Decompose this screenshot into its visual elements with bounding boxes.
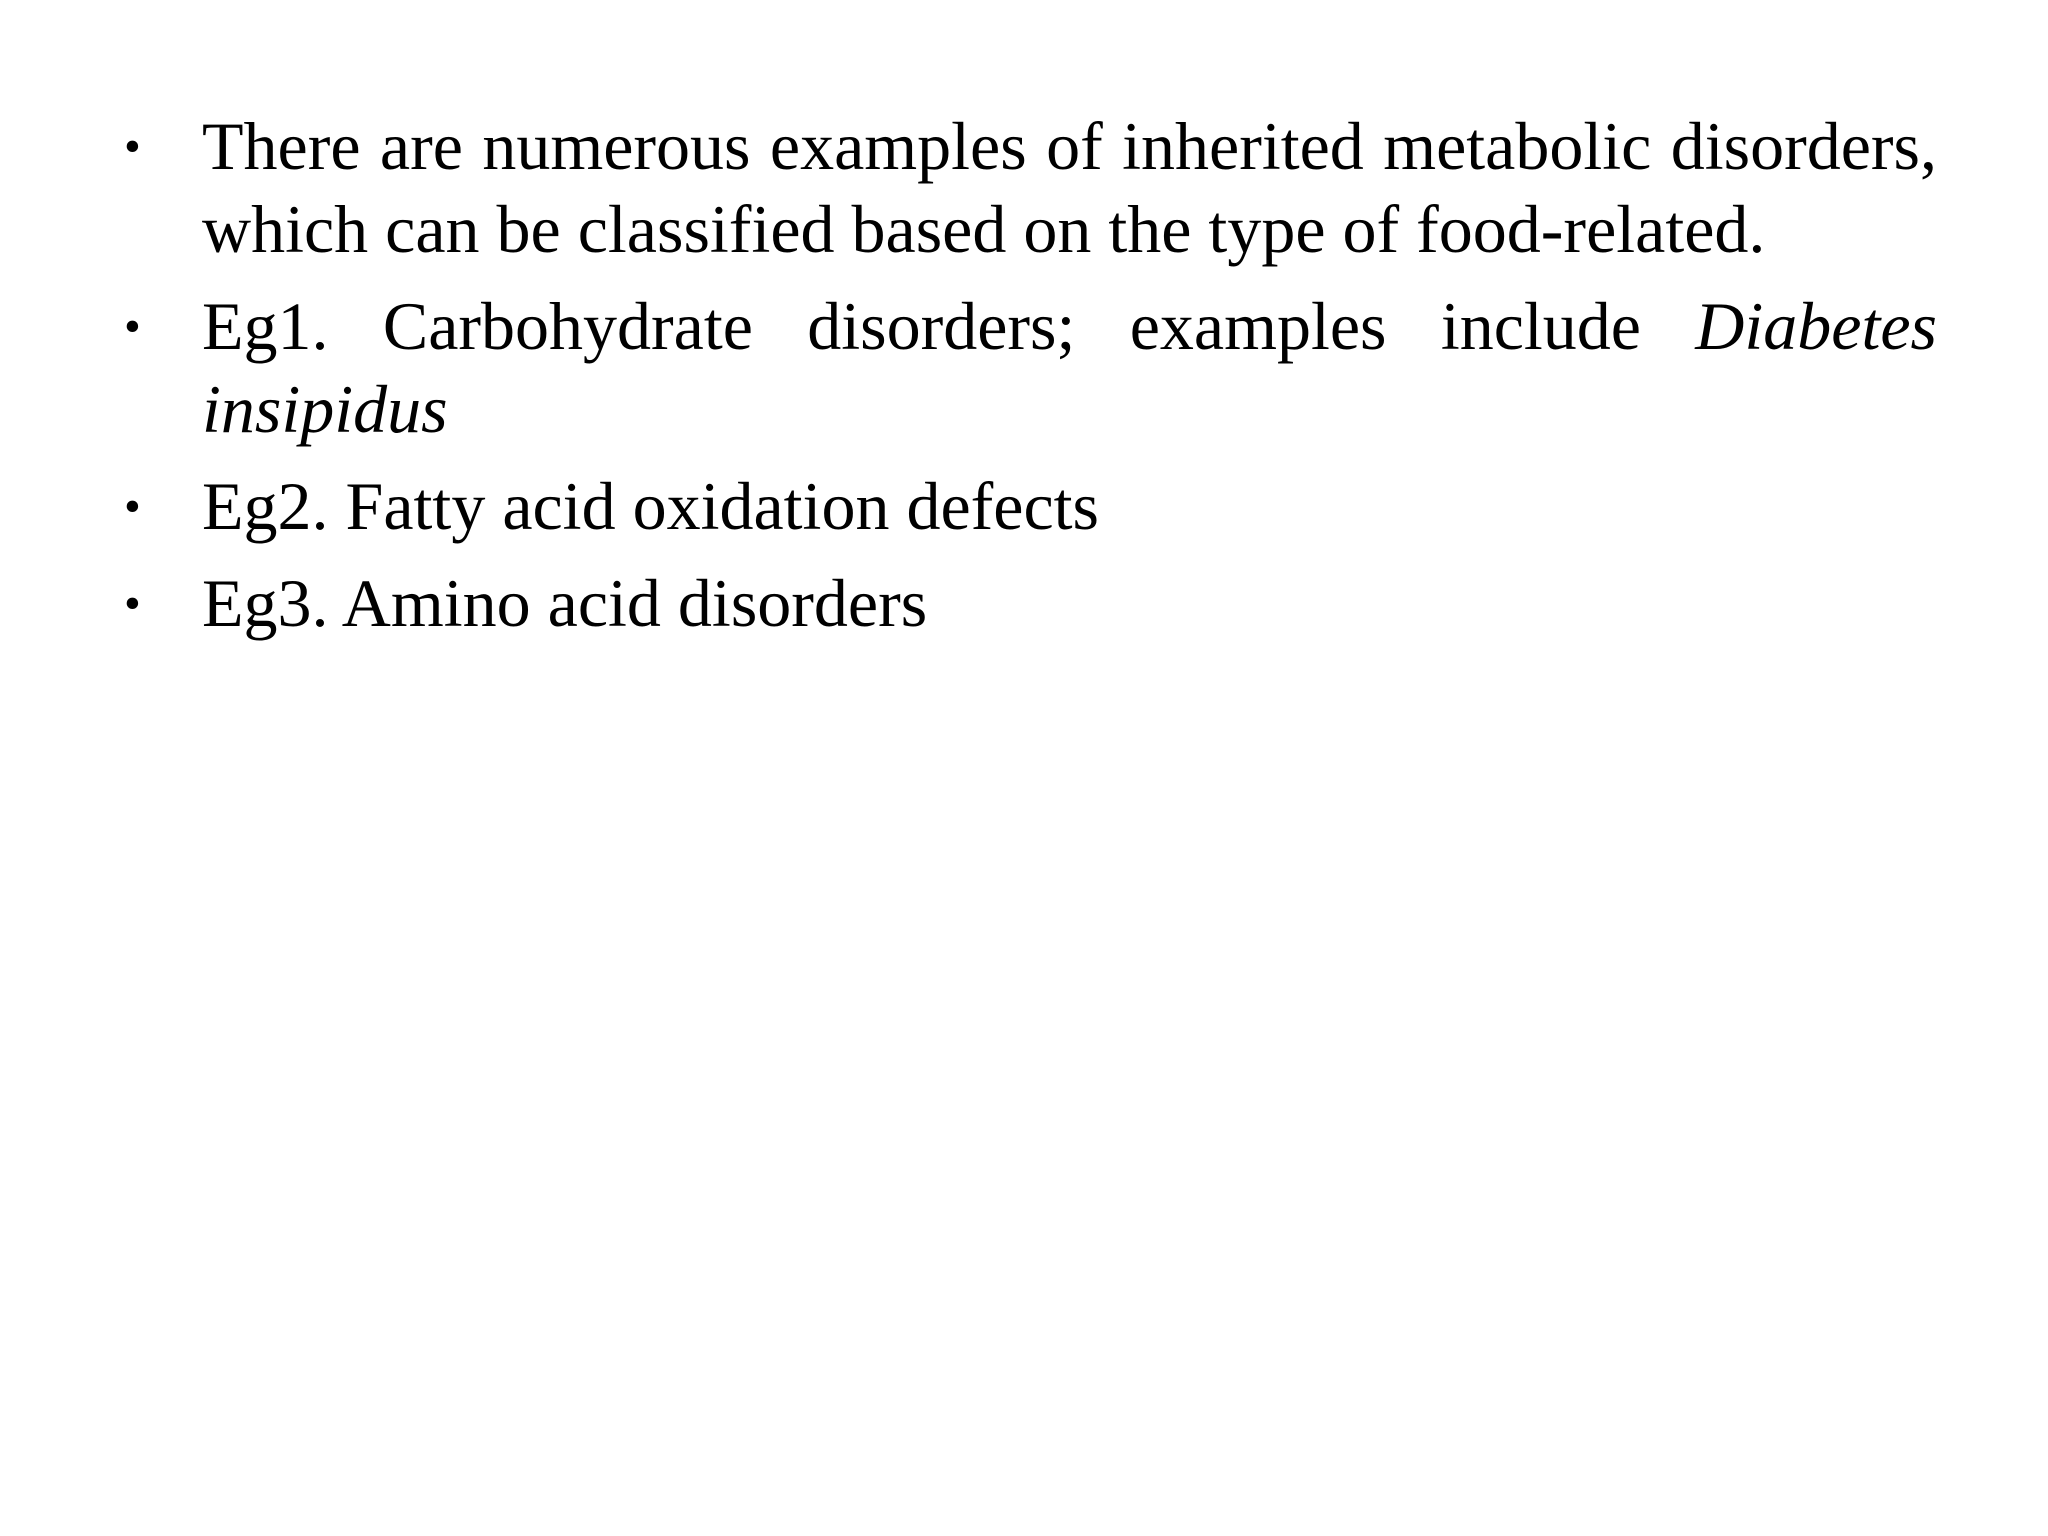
- bullet-item-3: [0, 465, 1937, 548]
- bullet-item-4: [0, 562, 1937, 645]
- bullet-marker: •: [124, 120, 141, 173]
- bullet-marker: •: [124, 480, 141, 533]
- bullet-item-1: [0, 105, 1937, 271]
- bullet-italic-term: Diabetes insipidus: [202, 288, 1937, 447]
- bullet-text: Eg2. Fatty acid oxidation defects: [202, 468, 1099, 544]
- bullet-text: Eg3. Amino acid disorders: [202, 565, 928, 641]
- bullet-text: There are numerous examples of inherited metabolic disorders, which can be classified based on the type of food-related.: [202, 108, 1937, 267]
- bullet-item-2: [0, 285, 1937, 451]
- bullet-text: Eg1. Carbohydrate disorders; examples include: [202, 288, 1696, 364]
- bullet-marker: •: [124, 300, 141, 353]
- bullet-list: [0, 105, 2048, 659]
- bullet-marker: •: [124, 577, 141, 630]
